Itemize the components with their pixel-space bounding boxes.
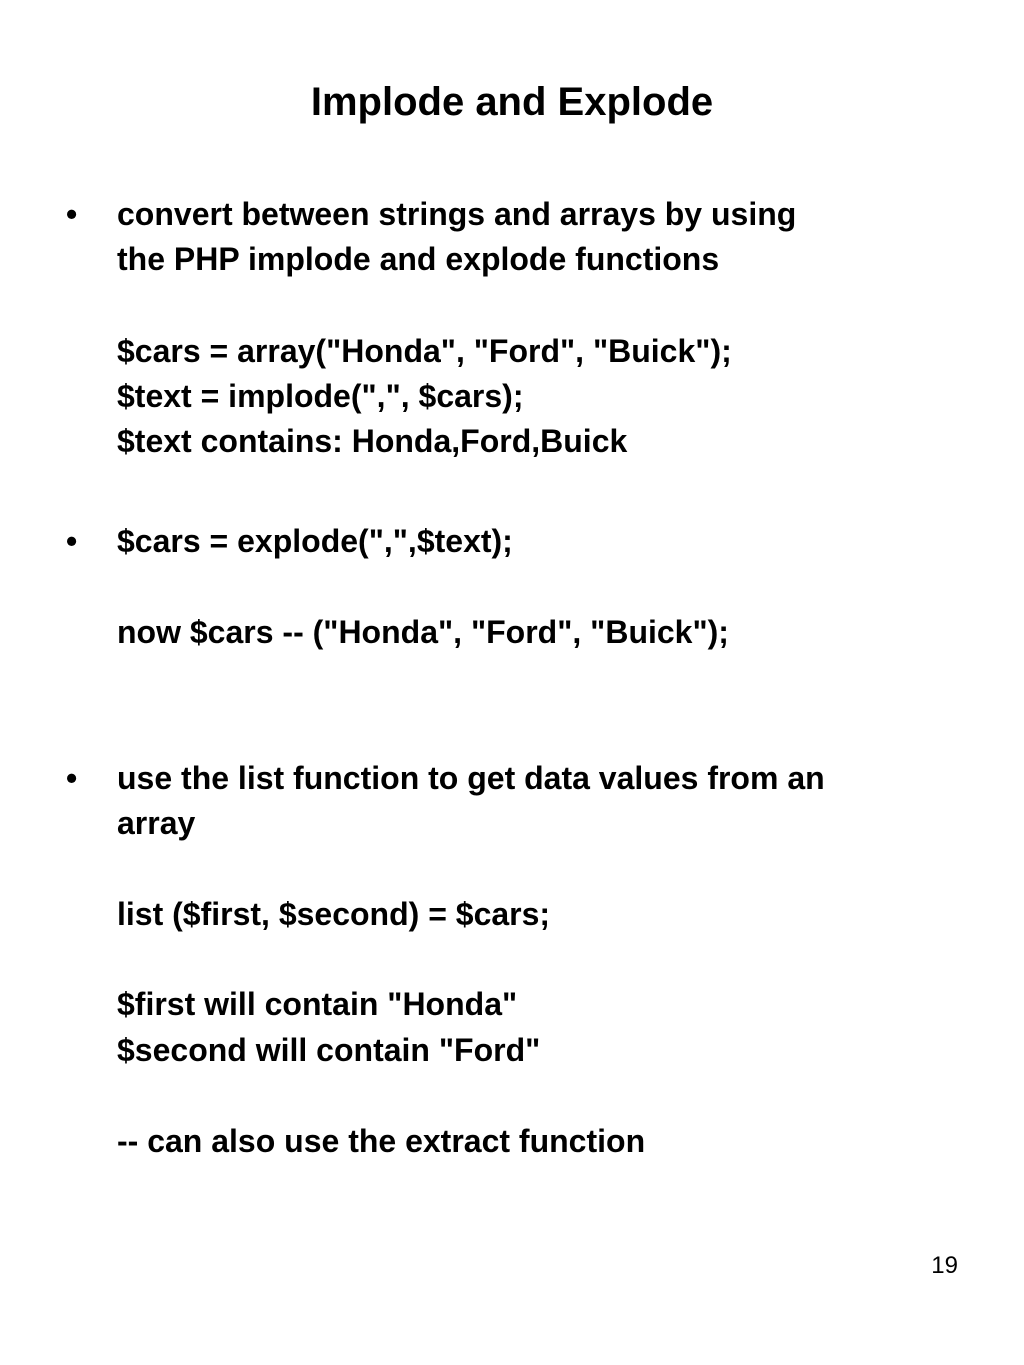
code-line-cars-array: $cars = array("Honda", "Ford", "Buick"); <box>117 333 732 369</box>
bullet-3-line-2: array <box>117 805 196 841</box>
code-line-second-contains: $second will contain "Ford" <box>117 1032 541 1068</box>
bullet-1-line-1: convert between strings and arrays by using <box>117 196 797 232</box>
bullet-3-marker: • <box>66 760 78 796</box>
code-line-text-contains: $text contains: Honda,Ford,Buick <box>117 423 628 459</box>
extract-function-note: -- can also use the extract function <box>117 1123 646 1159</box>
code-line-list: list ($first, $second) = $cars; <box>117 896 551 932</box>
code-line-text-implode: $text = implode(",", $cars); <box>117 378 524 414</box>
page-number: 19 <box>931 1252 958 1279</box>
slide-title: Implode and Explode <box>310 80 714 124</box>
code-line-now-cars: now $cars -- ("Honda", "Ford", "Buick"); <box>117 614 729 650</box>
bullet-1-marker: • <box>66 196 78 232</box>
bullet-3-line-1: use the list function to get data values from an <box>117 760 825 796</box>
bullet-2-marker: • <box>66 523 78 559</box>
code-line-cars-explode: $cars = explode(",",$text); <box>117 523 513 559</box>
bullet-1-line-2: the PHP implode and explode functions <box>117 241 720 277</box>
code-line-first-contains: $first will contain "Honda" <box>117 986 518 1022</box>
